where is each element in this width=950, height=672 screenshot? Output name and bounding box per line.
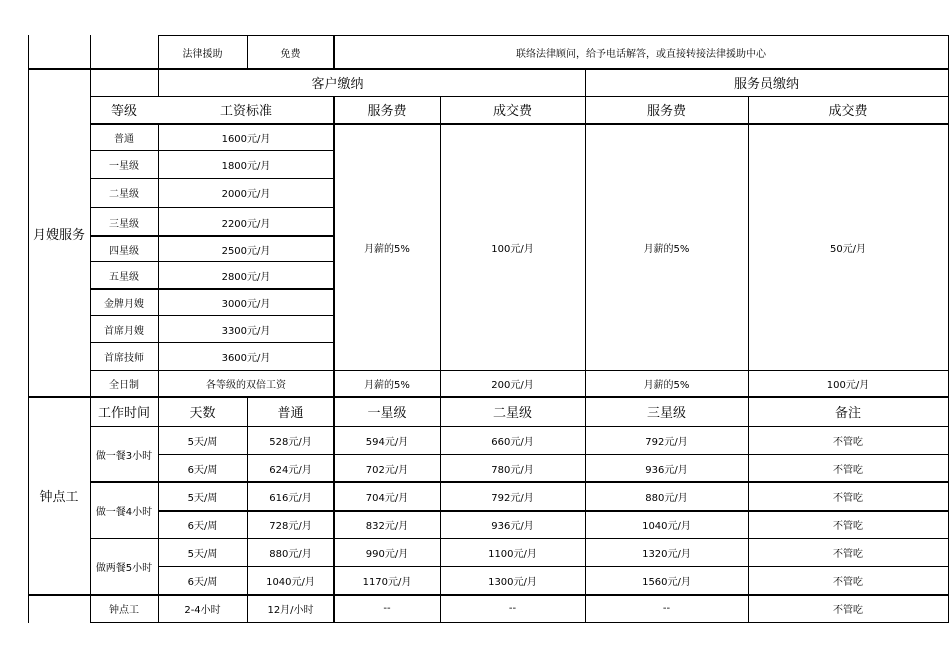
- normal-cell: 528元/月: [269, 436, 312, 448]
- level-cell: 五星级: [109, 272, 139, 283]
- star3-cell: 1560元/月: [642, 576, 691, 588]
- work-time-cell: 做两餐5小时: [95, 562, 153, 574]
- grid-line: [90, 235, 334, 237]
- last-row-rate: 12月/小时: [267, 605, 314, 616]
- days-cell: 6天/周: [187, 576, 218, 588]
- grid-line: [90, 35, 91, 623]
- level-cell: 普通: [114, 134, 134, 145]
- header-normal: 普通: [277, 406, 304, 421]
- header-level: 等级: [110, 104, 137, 119]
- grid-line: [585, 69, 586, 623]
- star2-cell: 1100元/月: [488, 548, 537, 560]
- last-row-star3: --: [662, 603, 671, 614]
- grid-line: [90, 123, 949, 125]
- level-cell: 首席技师: [104, 353, 144, 364]
- star2-cell: 792元/月: [491, 493, 534, 504]
- grid-line: [90, 342, 334, 343]
- header-customer-deal-fee: 成交费: [492, 104, 532, 119]
- section-label-hourly: 钟点工: [39, 490, 79, 505]
- star1-cell: 594元/月: [365, 436, 409, 448]
- grid-line: [158, 123, 159, 623]
- cell-note: 联络法律顾问，给予电话解答，或直接转接法律援助中心: [516, 49, 766, 60]
- grid-line: [247, 35, 248, 69]
- work-time-cell: 做一餐3小时: [95, 450, 153, 462]
- grid-line: [333, 96, 335, 623]
- grid-line: [90, 370, 949, 371]
- group-customer-pays: 客户缴纳: [311, 77, 364, 92]
- last-row-star1: --: [383, 603, 391, 614]
- grid-line: [158, 35, 949, 36]
- merged-worker-service-fee: 月薪的5%: [643, 243, 690, 255]
- fullday-customer-service-fee: 月薪的5%: [364, 380, 410, 391]
- salary-cell: 2200元/月: [221, 218, 271, 230]
- salary-cell: 2500元/月: [221, 245, 271, 257]
- days-cell: 5天/周: [187, 436, 218, 448]
- grid-line: [90, 288, 334, 290]
- header-work-time: 工作时间: [97, 406, 150, 421]
- grid-line: [247, 396, 248, 623]
- star3-cell: 880元/月: [645, 493, 688, 504]
- remark-cell: 不管吃: [833, 464, 863, 476]
- star3-cell: 1040元/月: [642, 521, 691, 532]
- star1-cell: 1170元/月: [362, 576, 412, 588]
- salary-cell: 2800元/月: [221, 272, 271, 283]
- star2-cell: 780元/月: [491, 464, 534, 476]
- level-cell: 三星级: [109, 218, 139, 230]
- fullday-salary: 各等级的双倍工资: [206, 380, 286, 391]
- grid-line: [90, 207, 334, 208]
- section-label-yuesao: 月嫂服务: [32, 227, 85, 243]
- star1-cell: 990元/月: [365, 548, 409, 560]
- grid-line: [748, 96, 749, 623]
- star1-cell: 704元/月: [365, 493, 409, 504]
- grid-line: [90, 538, 949, 539]
- remark-cell: 不管吃: [833, 548, 863, 560]
- grid-line: [28, 68, 949, 70]
- level-cell: 一星级: [109, 161, 139, 172]
- normal-cell: 728元/月: [269, 521, 312, 532]
- grid-line: [90, 150, 334, 151]
- normal-cell: 624元/月: [269, 464, 312, 476]
- salary-cell: 3300元/月: [221, 326, 271, 337]
- last-row-name: 钟点工: [109, 605, 139, 616]
- grid-line: [440, 96, 441, 623]
- grid-line: [158, 454, 949, 455]
- level-cell: 二星级: [109, 189, 139, 200]
- last-row-remark: 不管吃: [833, 605, 863, 616]
- grid-line: [90, 96, 949, 97]
- remark-cell: 不管吃: [833, 436, 863, 448]
- grid-line: [90, 426, 949, 427]
- fullday-worker-service-fee: 月薪的5%: [643, 380, 690, 391]
- last-row-hours: 2-4小时: [184, 605, 221, 616]
- star3-cell: 792元/月: [645, 436, 688, 448]
- normal-cell: 1040元/月: [266, 576, 315, 588]
- level-cell: 首席月嫂: [104, 326, 144, 337]
- header-worker-deal-fee: 成交费: [828, 104, 868, 119]
- grid-line: [28, 594, 949, 596]
- remark-cell: 不管吃: [833, 493, 863, 504]
- header-salary: 工资标准: [219, 104, 272, 119]
- fullday-customer-deal-fee: 200元/月: [491, 380, 534, 391]
- cell-fee: 免费: [280, 49, 301, 60]
- header-worker-service-fee: 服务费: [646, 104, 686, 119]
- normal-cell: 616元/月: [269, 493, 312, 504]
- header-customer-service-fee: 服务费: [367, 104, 407, 119]
- header-star1: 一星级: [367, 406, 407, 421]
- level-cell: 金牌月嫂: [104, 299, 144, 310]
- group-worker-pays: 服务员缴纳: [733, 77, 799, 92]
- grid-line: [28, 35, 29, 623]
- grid-line: [90, 178, 334, 179]
- header-star2: 二星级: [492, 406, 532, 421]
- remark-cell: 不管吃: [833, 576, 863, 588]
- star1-cell: 832元/月: [365, 521, 409, 532]
- level-cell: 四星级: [109, 245, 139, 257]
- salary-cell: 1600元/月: [221, 134, 271, 145]
- fullday-level: 全日制: [109, 380, 139, 391]
- header-days: 天数: [189, 406, 216, 421]
- merged-customer-service-fee: 月薪的5%: [364, 243, 410, 255]
- cell-service: 法律援助: [182, 49, 223, 60]
- grid-line: [333, 35, 335, 69]
- last-row-star2: --: [508, 603, 517, 614]
- days-cell: 5天/周: [187, 548, 218, 560]
- salary-cell: 2000元/月: [221, 189, 271, 200]
- grid-line: [158, 566, 949, 567]
- header-star3: 三星级: [646, 406, 686, 421]
- merged-worker-deal-fee: 50元/月: [829, 243, 867, 255]
- salary-cell: 3600元/月: [221, 353, 271, 364]
- salary-cell: 1800元/月: [221, 161, 271, 172]
- grid-line: [90, 622, 949, 623]
- star2-cell: 1300元/月: [488, 576, 537, 588]
- days-cell: 6天/周: [187, 464, 218, 476]
- grid-line: [90, 315, 334, 316]
- grid-line: [948, 35, 949, 623]
- header-remark: 备注: [834, 406, 861, 421]
- star2-cell: 936元/月: [491, 521, 534, 532]
- star3-cell: 1320元/月: [642, 548, 691, 560]
- work-time-cell: 做一餐4小时: [95, 506, 153, 518]
- star1-cell: 702元/月: [365, 464, 409, 476]
- grid-line: [90, 261, 334, 262]
- days-cell: 6天/周: [187, 521, 218, 532]
- grid-line: [28, 396, 949, 398]
- remark-cell: 不管吃: [833, 521, 863, 532]
- star2-cell: 660元/月: [491, 436, 534, 448]
- grid-line: [158, 510, 949, 512]
- star3-cell: 936元/月: [645, 464, 688, 476]
- fullday-worker-deal-fee: 100元/月: [826, 380, 870, 391]
- salary-cell: 3000元/月: [221, 299, 271, 310]
- grid-line: [90, 481, 949, 483]
- grid-line: [158, 35, 159, 96]
- merged-customer-deal-fee: 100元/月: [491, 243, 534, 255]
- normal-cell: 880元/月: [269, 548, 312, 560]
- days-cell: 5天/周: [187, 493, 218, 504]
